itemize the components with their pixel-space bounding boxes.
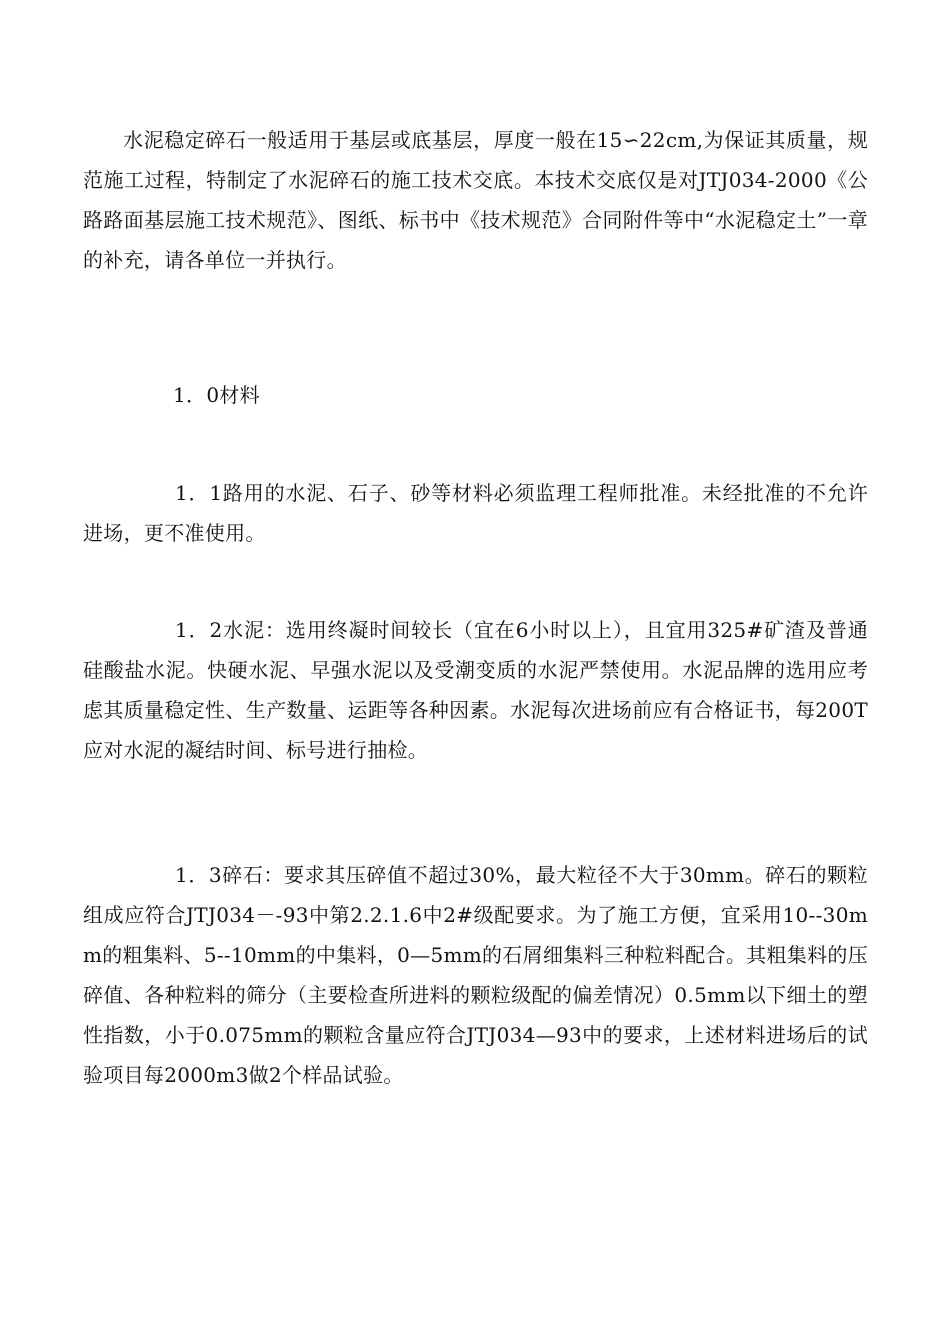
clause-1-1-paragraph: 1．1路用的水泥、石子、砂等材料必须监理工程师批准。未经批准的不允许进场，更不准使用。 — [83, 481, 868, 545]
clause-1-2-paragraph: 1．2水泥：选用终凝时间较长（宜在6小时以上），且宜用325#矿渣及普通硅酸盐水泥。快硬水泥、早强水泥以及受潮变质的水泥严禁使用。水泥品牌的选用应考虑其质量稳定性、生产数量、运距等各种因素。水泥每次进场前应有合格证书，每200T应对水泥的凝结时间、标号进行抽检。 — [83, 618, 868, 762]
clause-1-3-paragraph: 1．3碎石：要求其压碎值不超过30%，最大粒径不大于30mm。碎石的颗粒组成应符合JTJ034－-93中第2.2.1.6中2#级配要求。为了施工方便，宜采用10--30mm的粗集料、5--10mm的中集料，0—5mm的石屑细集料三种粒料配合。其粗集料的压碎值、各种粒料的筛分（主要检查所进料的颗粒级配的偏差情况）0.5mm以下细土的塑性指数，小于0.075mm的颗粒含量应符合JTJ034—93中的要求，上述材料进场后的试验项目每2000m3做2个样品试验。 — [83, 863, 868, 1087]
intro-paragraph: 水泥稳定碎石一般适用于基层或底基层，厚度一般在15∽22cm,为保证其质量，规范施工过程，特制定了水泥碎石的施工技术交底。本技术交底仅是对JTJ034-2000《公路路面基层施工技术规范》、图纸、标书中《技术规范》合同附件等中“水泥稳定土”一章的补充，请各单位一并执行。 — [83, 128, 868, 272]
section-heading-materials: 1．0材料 — [173, 383, 260, 407]
